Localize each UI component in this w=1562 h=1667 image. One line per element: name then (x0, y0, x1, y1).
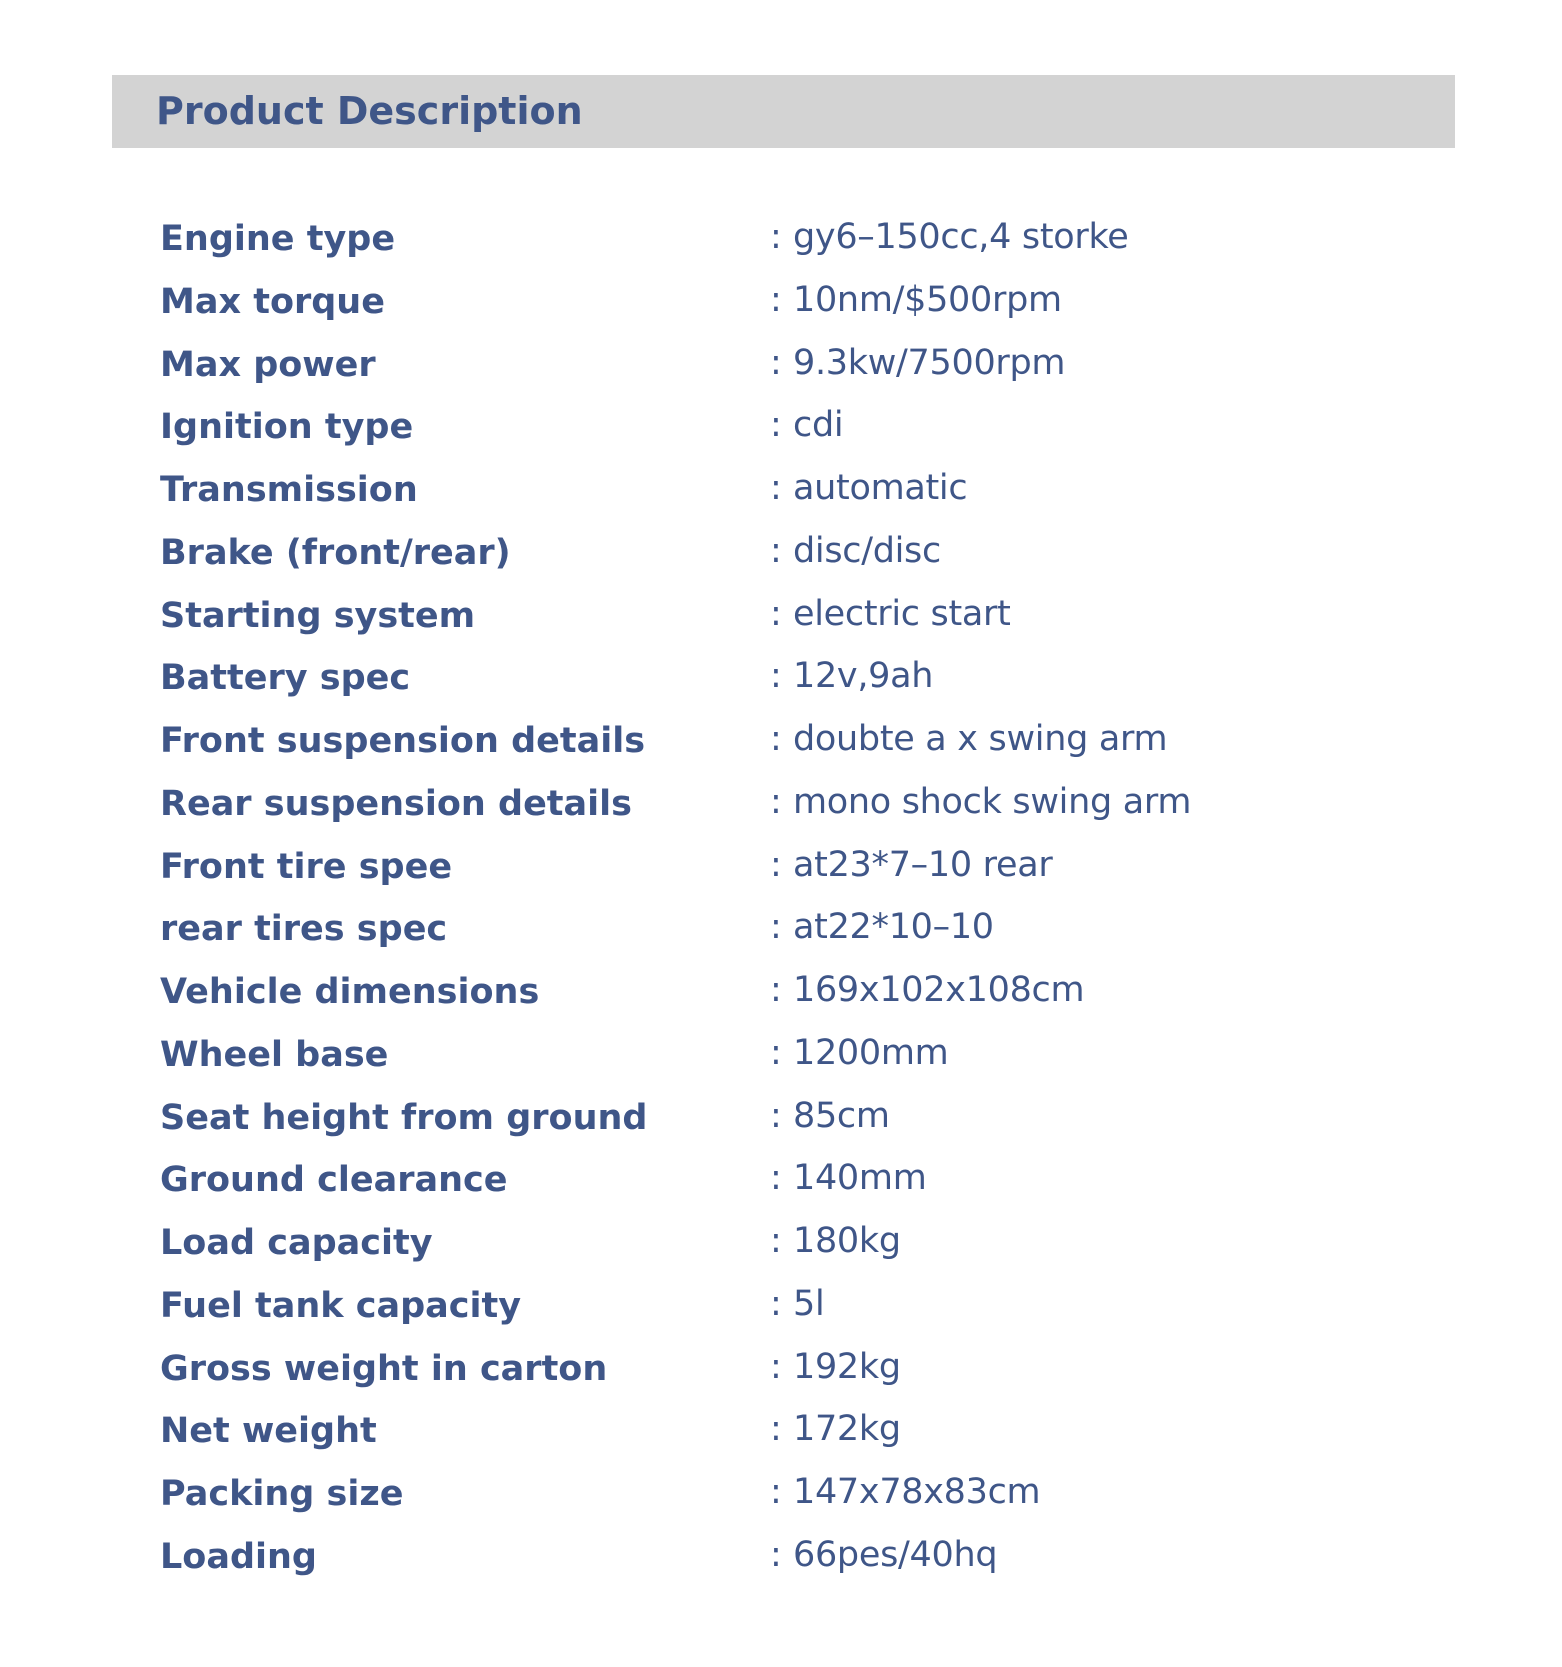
spec-separator: : (770, 1409, 782, 1450)
spec-label: Max torque (160, 281, 385, 322)
spec-row (160, 1024, 1460, 1087)
spec-label: Ignition type (160, 407, 414, 448)
spec-row (160, 1463, 1460, 1526)
spec-label: Packing size (160, 1474, 404, 1514)
spec-value: mono shock swing arm (793, 781, 1192, 822)
spec-row (160, 1526, 1460, 1589)
spec-separator: : (770, 1095, 782, 1136)
spec-row (160, 208, 1460, 271)
spec-row (160, 773, 1460, 836)
spec-label: Seat height from ground (160, 1097, 648, 1138)
spec-row (160, 1149, 1460, 1212)
spec-value: 5l (793, 1283, 825, 1324)
spec-label: Max power (160, 344, 376, 385)
spec-value: 192kg (793, 1346, 901, 1387)
spec-separator: : (770, 844, 782, 885)
spec-separator: : (770, 1283, 782, 1324)
spec-separator: : (770, 405, 782, 446)
spec-label: Load capacity (160, 1223, 433, 1263)
spec-label: Engine type (160, 219, 396, 259)
spec-label: Fuel tank capacity (160, 1285, 522, 1326)
spec-separator: : (770, 719, 782, 759)
spec-label: Wheel base (160, 1034, 389, 1075)
spec-value: disc/disc (793, 530, 941, 571)
spec-separator: : (770, 530, 782, 571)
spec-label: Front tire spee (160, 846, 453, 887)
spec-separator: : (770, 342, 782, 383)
spec-separator: : (770, 1346, 782, 1387)
spec-separator: : (770, 1534, 782, 1575)
spec-list (160, 208, 1460, 1589)
spec-value: 172kg (793, 1409, 901, 1450)
spec-separator: : (770, 593, 782, 634)
spec-separator: : (770, 1158, 782, 1199)
section-title: Product Description (156, 89, 583, 133)
spec-value: automatic (793, 468, 968, 508)
spec-row (160, 710, 1460, 773)
spec-value: 140mm (793, 1158, 927, 1199)
spec-label: Gross weight in carton (160, 1348, 608, 1389)
spec-label: Battery spec (160, 658, 411, 699)
spec-separator: : (770, 656, 782, 697)
spec-value: electric start (793, 593, 1011, 634)
spec-value: 12v,9ah (793, 656, 934, 697)
spec-value: at23*7–10 rear (793, 844, 1053, 885)
spec-label: rear tires spec (160, 909, 448, 950)
spec-value: gy6–150cc,4 storke (793, 217, 1129, 257)
spec-row (160, 1087, 1460, 1150)
spec-label: Front suspension details (160, 721, 646, 761)
section-header-bar (112, 75, 1455, 148)
spec-separator: : (770, 970, 782, 1010)
spec-separator: : (770, 1221, 782, 1261)
spec-label: Brake (front/rear) (160, 532, 511, 573)
spec-value: 10nm/$500rpm (793, 279, 1062, 320)
spec-row (160, 1400, 1460, 1463)
spec-separator: : (770, 1472, 782, 1512)
spec-label: Loading (160, 1536, 317, 1577)
spec-separator: : (770, 468, 782, 508)
spec-row (160, 647, 1460, 710)
spec-separator: : (770, 781, 782, 822)
spec-label: Transmission (160, 470, 418, 510)
spec-value: 169x102x108cm (793, 970, 1085, 1010)
spec-row (160, 396, 1460, 459)
spec-row (160, 1338, 1460, 1401)
spec-value: doubte a x swing arm (793, 719, 1168, 759)
spec-row (160, 522, 1460, 585)
spec-row (160, 585, 1460, 648)
spec-separator: : (770, 217, 782, 257)
spec-row (160, 1212, 1460, 1275)
spec-separator: : (770, 907, 782, 948)
spec-label: Net weight (160, 1411, 377, 1452)
spec-value: 180kg (793, 1221, 901, 1261)
spec-label: Rear suspension details (160, 783, 632, 824)
spec-value: 66pes/40hq (793, 1534, 998, 1575)
spec-label: Vehicle dimensions (160, 972, 540, 1012)
spec-label: Ground clearance (160, 1160, 508, 1201)
spec-value: 1200mm (793, 1032, 949, 1073)
spec-value: cdi (793, 405, 844, 446)
spec-row (160, 459, 1460, 522)
spec-label: Starting system (160, 595, 476, 636)
spec-value: 9.3kw/7500rpm (793, 342, 1066, 383)
spec-separator: : (770, 279, 782, 320)
spec-value: at22*10–10 (793, 907, 994, 948)
spec-row (160, 1275, 1460, 1338)
spec-row (160, 961, 1460, 1024)
spec-separator: : (770, 1032, 782, 1073)
spec-row (160, 271, 1460, 334)
spec-row (160, 334, 1460, 397)
spec-value: 85cm (793, 1095, 890, 1136)
spec-row (160, 836, 1460, 899)
spec-value: 147x78x83cm (793, 1472, 1041, 1512)
spec-row (160, 898, 1460, 961)
